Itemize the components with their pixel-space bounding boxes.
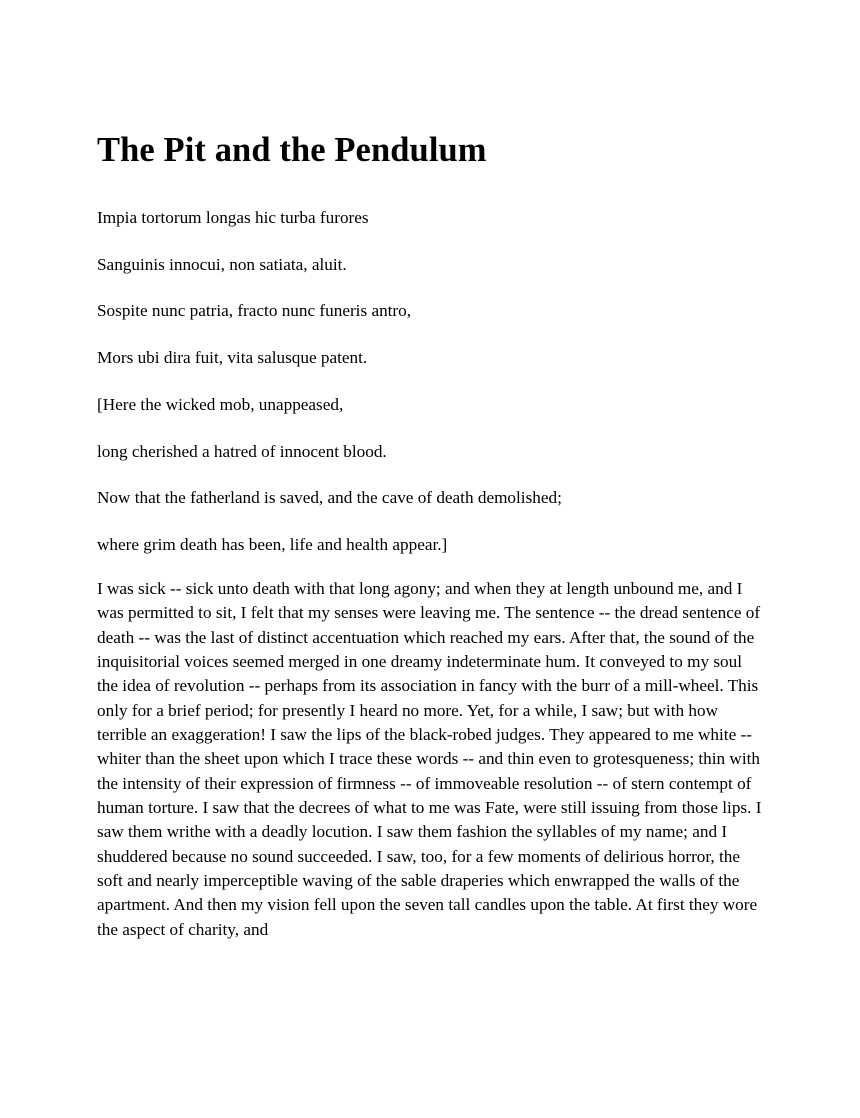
epigraph-line: Sanguinis innocui, non satiata, aluit. <box>97 254 347 274</box>
body-block <box>97 577 767 942</box>
body-paragraph: I was sick -- sick unto death with that long agony; and when they at length unbound me, and I was permitted to sit, I felt that my senses were leaving me. The sentence -- the dread sentence of death -- was the last of distinct accentuation which reached my ears. After that, the sound of the inquisitorial voices seemed merged in one dreamy indeterminate hum. It conveyed to my soul the idea of revolution -- perhaps from its association in fancy with the burr of a mill-wheel. This only for a brief period; for presently I heard no more. Yet, for a while, I saw; but with how terrible an exaggeration! I saw the lips of the black-robed judges. They appeared to me white -- whiter than the sheet upon which I trace these words -- and thin even to grotesqueness; thin with the intensity of their expression of firmness -- of immoveable resolution -- of stern contempt of human torture. I saw that the decrees of what to me was Fate, were still issuing from those lips. I saw them writhe with a deadly locution. I saw them fashion the syllables of my name; and I shuddered because no sound succeeded. I saw, too, for a few moments of delirious horror, the soft and nearly imperceptible waving of the sable draperies which enwrapped the walls of the apartment. And then my vision fell upon the seven tall candles upon the table. At first they wore the aspect of charity, and <box>97 579 762 939</box>
page-title: The Pit and the Pendulum <box>97 131 487 169</box>
epigraph-line: Now that the fatherland is saved, and the cave of death demolished; <box>97 488 562 508</box>
epigraph-block <box>97 209 767 553</box>
epigraph-line: Impia tortorum longas hic turba furores <box>97 208 369 227</box>
epigraph-line: [Here the wicked mob, unappeased, <box>97 394 344 414</box>
epigraph-line: Mors ubi dira fuit, vita salusque patent. <box>97 348 368 368</box>
epigraph-line: Sospite nunc patria, fracto nunc funeris antro, <box>97 301 412 321</box>
epigraph-line: where grim death has been, life and health appear.] <box>97 534 448 554</box>
epigraph-line: long cherished a hatred of innocent blood. <box>97 441 387 461</box>
